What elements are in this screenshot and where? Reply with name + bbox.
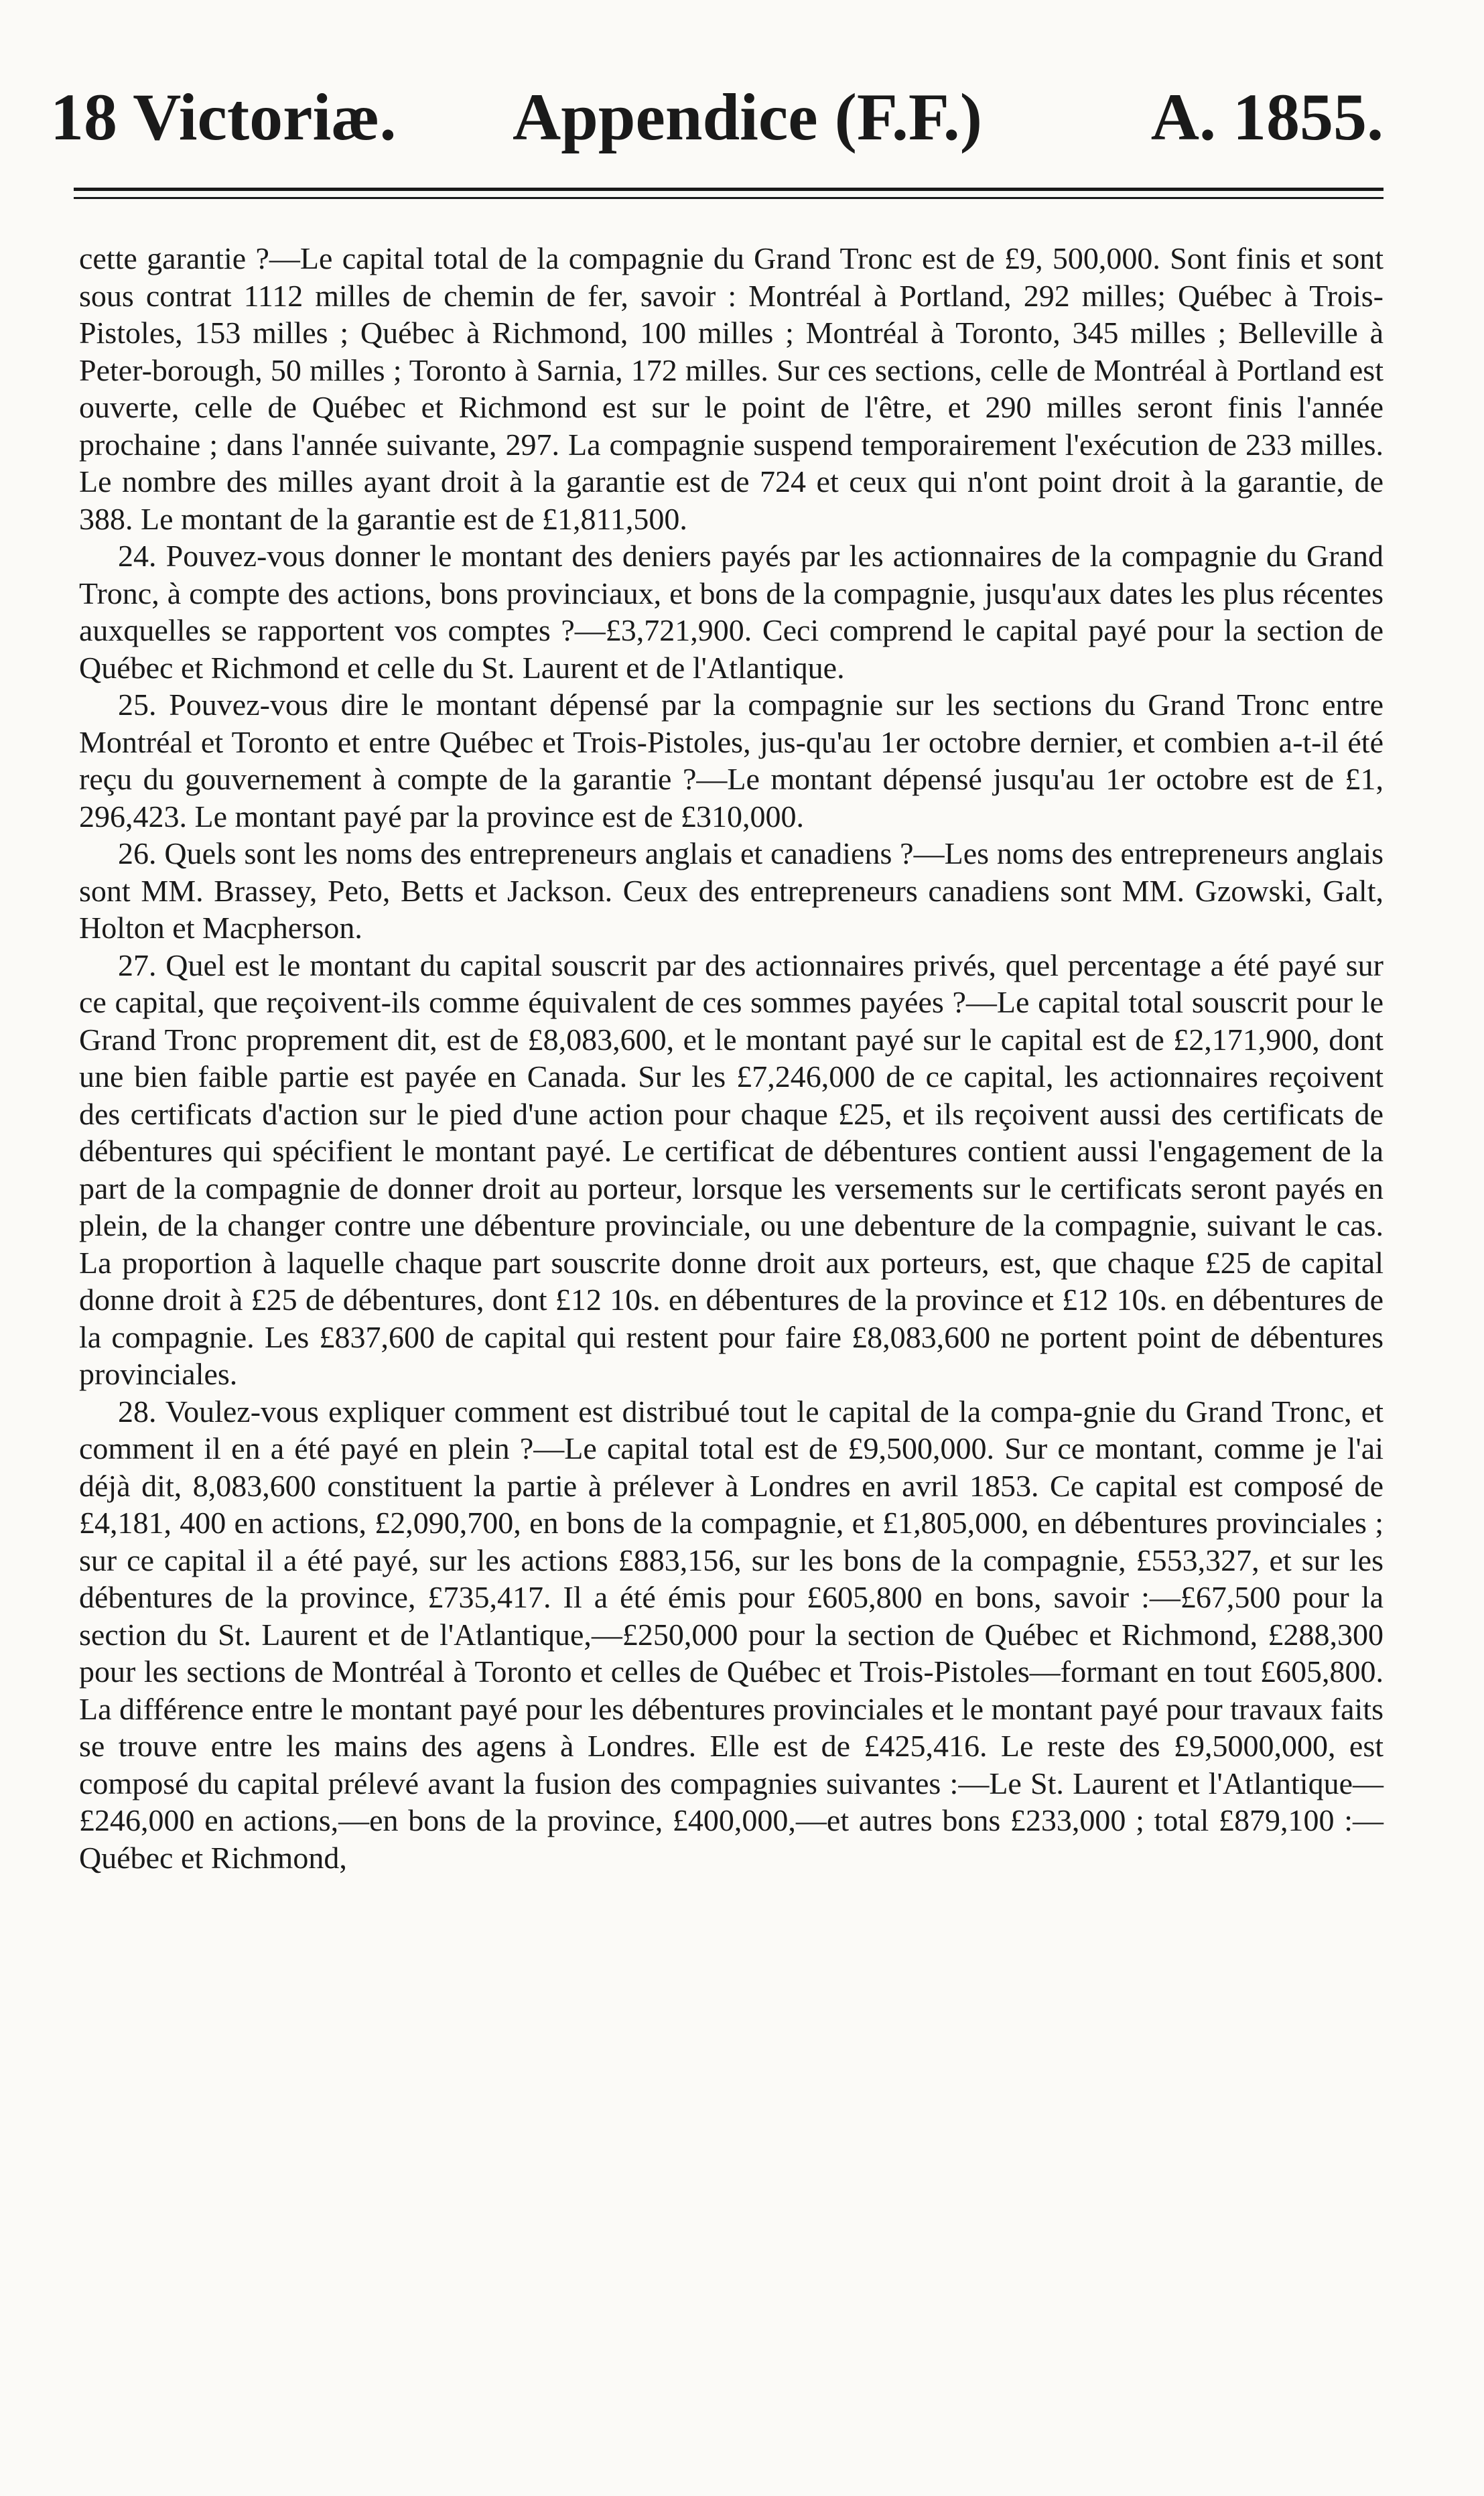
- paragraph-question-26: 26. Quels sont les noms des entrepreneurs anglais et canadiens ?—Les noms des entrepreneurs anglais sont MM. Brassey, Peto, Betts et Jackson. Ceux des entrepreneurs canadiens sont MM. Gzowski, Galt, Holton et Macpherson.: [79, 836, 1384, 945]
- header-year: A. 1855.: [1150, 80, 1384, 154]
- paragraph-question-24: 24. Pouvez-vous donner le montant des deniers payés par les actionnaires de la compagnie du Grand Tronc, à compte des actions, bons provinciaux, et bons de la compagnie, jusqu'aux dates les plus récentes auxquelles se rapportent vos comptes ?—£3,721,900. Ceci comprend le capital payé pour la section de Québec et Richmond et celle du St. Laurent et de l'Atlantique.: [79, 539, 1384, 685]
- header-rule-thick: [74, 188, 1384, 191]
- paragraph-question-27: 27. Quel est le montant du capital souscrit par des actionnaires privés, quel percentage a été payé sur ce capital, que reçoivent-ils comme équivalent de ces sommes payées ?—Le capital total souscrit pour le Grand Tronc proprement dit, est de £8,083,600, et le montant payé sur le capital est de £2,171,900, dont une bien faible partie est payée en Canada. Sur les £7,246,000 de ce capital, les actionnaires reçoivent des certificats d'action sur le pied d'une action pour chaque £25, et ils reçoivent aussi des certificats de débentures qui spécifient le montant payé. Le certificat de débentures contient aussi l'engagement de la part de la compagnie de donner droit au porteur, lorsque les versements sur le certificats seront payés en plein, de la changer contre une débenture provinciale, ou une debenture de la compagnie, suivant le cas. La proportion à laquelle chaque part souscrite donne droit aux porteurs, est, que chaque £25 de capital donne droit à £25 de débentures, dont £12 10s. en débentures de la province et £12 10s. en débentures de la compagnie. Les £837,600 de capital qui restent pour faire £8,083,600 ne portent point de débentures provinciales.: [79, 947, 1384, 1391]
- page-header: [50, 74, 1384, 161]
- paragraph-question-28: 28. Voulez-vous expliquer comment est distribué tout le capital de la compa-gnie du Grand Tronc, et comment il en a été payé en plein ?—Le capital total est de £9,500,000. Sur ce montant, comme je l'ai déjà dit, 8,083,600 constituent la partie à prélever à Londres en avril 1853. Ce capital est composé de £4,181, 400 en actions, £2,090,700, en bons de la compagnie, et £1,805,000, en débentures provinciales ; sur ce capital il a été payé, sur les actions £883,156, sur les bons de la compagnie, £553,327, et sur les débentures de la province, £735,417. Il a été émis pour £605,800 en bons, savoir :—£67,500 pour la section du St. Laurent et de l'Atlantique,—£250,000 pour la section de Québec et Richmond, £288,300 pour les sections de Montréal à Toronto et celles de Québec et Trois-Pistoles—formant en tout £605,800. La différence entre le montant payé pour les débentures provinciales et le montant payé pour travaux faits se trouve entre les mains des agens à Londres. Elle est de £425,416. Le reste des £9,5000,000, est composé du capital prélevé avant la fusion des compagnies suivantes :—Le St. Laurent et l'Atlantique—£246,000 en actions,—en bons de la province, £400,000,—et autres bons £233,000 ; total £879,100 :—Québec et Richmond,: [79, 1394, 1384, 1875]
- paragraph-continuation: cette garantie ?—Le capital total de la compagnie du Grand Tronc est de £9, 500,000. Sont finis et sont sous contrat 1112 milles de chemin de fer, savoir : Montréal à Portland, 292 milles; Québec à Trois-Pistoles, 153 milles ; Québec à Richmond, 100 milles ; Montréal à Toronto, 345 milles ; Belleville à Peter-borough, 50 milles ; Toronto à Sarnia, 172 milles. Sur ces sections, celle de Montréal à Portland est ouverte, celle de Québec et Richmond est sur le point de l'être, et 290 milles seront finis l'année prochaine ; dans l'année suivante, 297. La compagnie suspend temporairement l'exécution de 233 milles. Le nombre des milles ayant droit à la garantie est de 724 et ceux qui n'ont point droit à la garantie, de 388. Le montant de la garantie est de £1,811,500.: [79, 241, 1384, 536]
- header-appendix: Appendice (F.F.): [513, 80, 983, 154]
- body-text: [79, 240, 1384, 1876]
- paragraph-question-25: 25. Pouvez-vous dire le montant dépensé par la compagnie sur les sections du Grand Tronc entre Montréal et Toronto et entre Québec et Trois-Pistoles, jus-qu'au 1er octobre dernier, et combien a-t-il été reçu du gouvernement à compte de la garantie ?—Le montant dépensé jusqu'au 1er octobre est de £1, 296,423. Le montant payé par la province est de £310,000.: [79, 687, 1384, 834]
- header-session: 18 Victoriæ.: [50, 80, 397, 154]
- header-rule-thin: [74, 197, 1384, 199]
